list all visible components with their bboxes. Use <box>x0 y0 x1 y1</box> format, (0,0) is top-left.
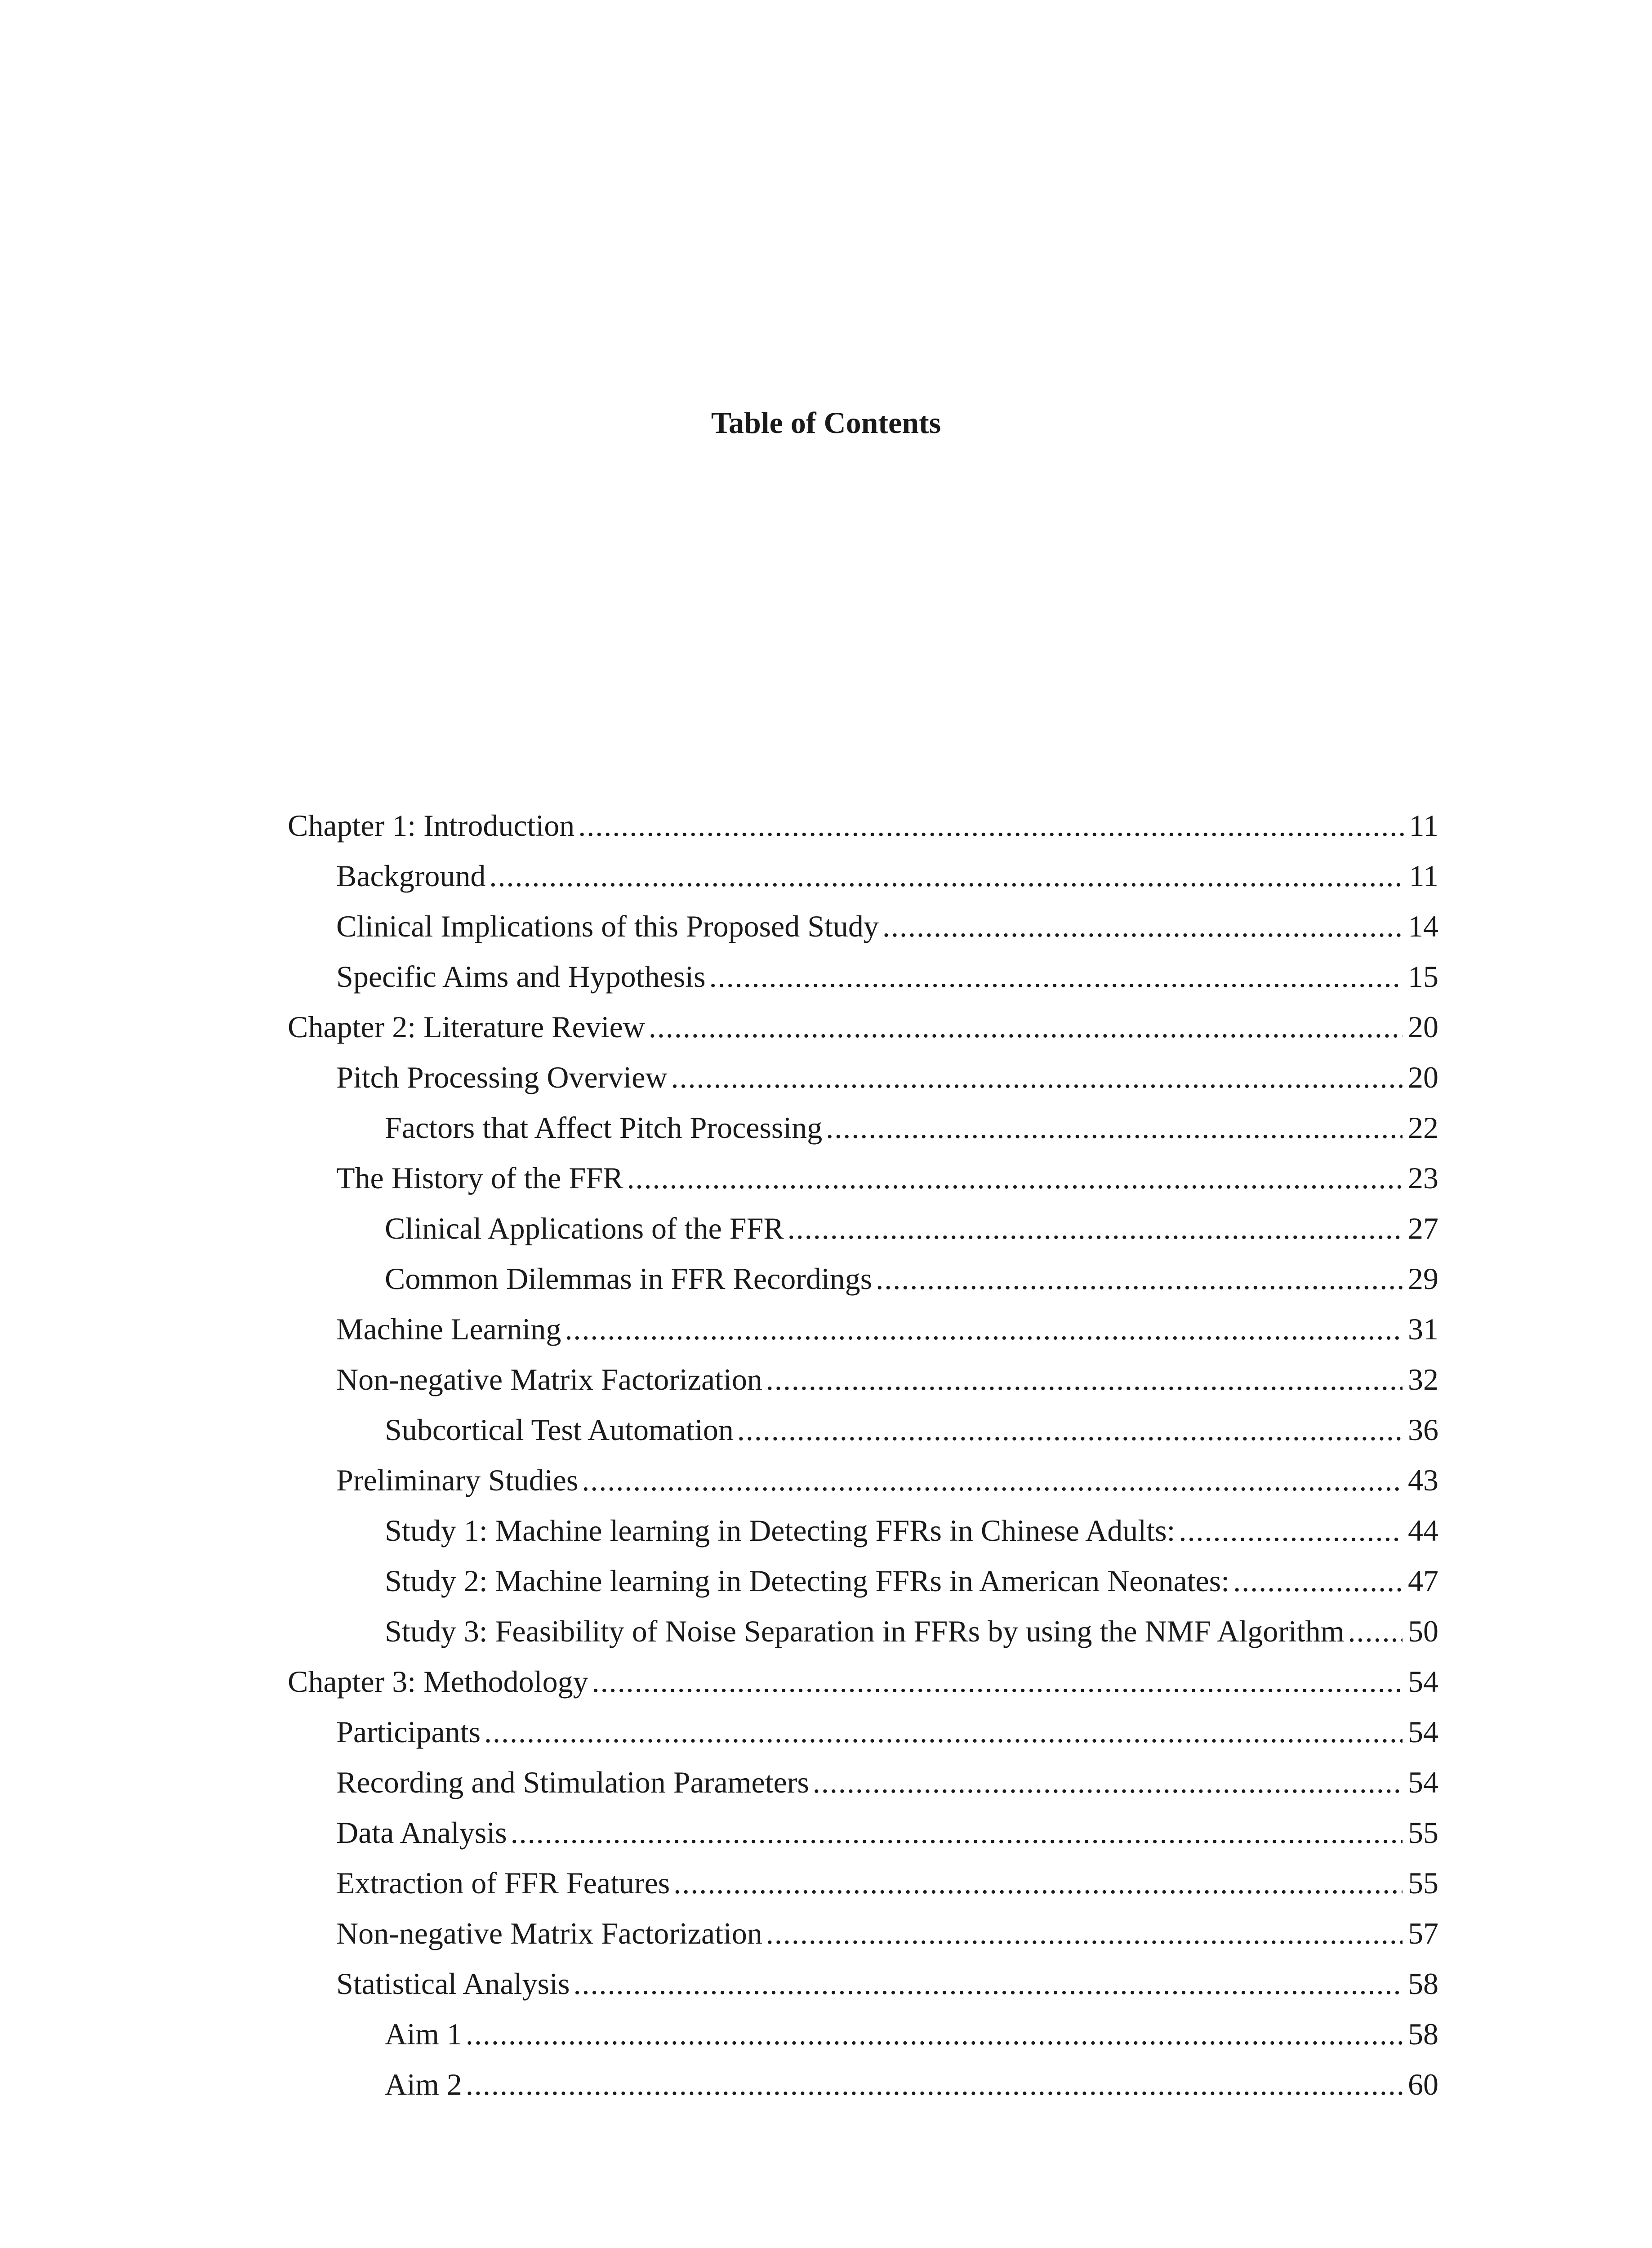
toc-dot-leader <box>592 1656 1403 1707</box>
toc-entry-page-number: 20 <box>1408 1060 1438 1094</box>
toc-dot-leader <box>1348 1606 1403 1656</box>
toc-entry-label: Subcortical Test Automation <box>385 1413 734 1447</box>
toc-entry-page-number: 60 <box>1408 2067 1438 2101</box>
toc-entry-label: Clinical Applications of the FFR <box>385 1211 784 1245</box>
toc-entry[interactable] <box>288 1556 1438 1606</box>
toc-entry-page-number: 32 <box>1408 1362 1438 1396</box>
toc-entry-page-number: 58 <box>1408 1967 1438 2001</box>
toc-dot-leader <box>671 1052 1403 1102</box>
toc-entry-page-number: 23 <box>1408 1161 1438 1195</box>
toc-entry-page-number: 50 <box>1408 1614 1438 1648</box>
toc-dot-leader <box>882 901 1403 951</box>
toc-dot-leader <box>1179 1505 1403 1556</box>
toc-entry-label: Statistical Analysis <box>336 1967 570 2001</box>
toc-entry-label: Chapter 1: Introduction <box>288 808 575 843</box>
toc-entry-label: Aim 2 <box>385 2067 462 2101</box>
toc-dot-leader <box>578 800 1403 851</box>
toc-entry[interactable] <box>288 1354 1438 1405</box>
toc-entry[interactable] <box>288 1505 1438 1556</box>
toc-entry-label: Non-negative Matrix Factorization <box>336 1916 762 1950</box>
toc-entry-page-number: 14 <box>1408 909 1438 943</box>
toc-dot-leader <box>565 1304 1403 1354</box>
toc-entry[interactable] <box>288 2009 1438 2059</box>
toc-entry-label: Preliminary Studies <box>336 1463 579 1497</box>
toc-entry[interactable] <box>288 1203 1438 1253</box>
toc-dot-leader <box>1233 1556 1403 1606</box>
toc-entry[interactable] <box>288 1707 1438 1757</box>
toc-entry-label: Specific Aims and Hypothesis <box>336 959 706 994</box>
toc-entry[interactable] <box>288 2059 1438 2110</box>
toc-entry-page-number: 36 <box>1408 1413 1438 1447</box>
toc-entry[interactable] <box>288 901 1438 951</box>
toc-entry[interactable] <box>288 1858 1438 1908</box>
toc-entry-label: Chapter 2: Literature Review <box>288 1010 645 1044</box>
toc-entry-page-number: 55 <box>1408 1866 1438 1900</box>
toc-entry[interactable] <box>288 1253 1438 1304</box>
toc-entry-page-number: 31 <box>1408 1312 1438 1346</box>
toc-entry[interactable] <box>288 1455 1438 1505</box>
toc-entry-page-number: 54 <box>1408 1765 1438 1799</box>
toc-entry-label: Common Dilemmas in FFR Recordings <box>385 1262 873 1296</box>
toc-entry-page-number: 57 <box>1408 1916 1438 1950</box>
toc-entry-page-number: 43 <box>1408 1463 1438 1497</box>
toc-entry-label: Recording and Stimulation Parameters <box>336 1765 809 1799</box>
toc-entry-label: Clinical Implications of this Proposed Study <box>336 909 879 943</box>
toc-entry-page-number: 54 <box>1408 1715 1438 1749</box>
toc-entry[interactable] <box>288 851 1438 901</box>
toc-dot-leader <box>737 1405 1403 1455</box>
toc-entry-label: Pitch Processing Overview <box>336 1060 668 1094</box>
toc-entry[interactable] <box>288 1757 1438 1807</box>
toc-entry-page-number: 15 <box>1408 959 1438 994</box>
toc-entry-page-number: 29 <box>1408 1262 1438 1296</box>
toc-dot-leader <box>649 1002 1403 1052</box>
toc-entry[interactable] <box>288 800 1438 851</box>
toc-dot-leader <box>766 1908 1403 1958</box>
toc-entry[interactable] <box>288 1656 1438 1707</box>
toc-entry-page-number: 20 <box>1408 1010 1438 1044</box>
toc-entry-label: Non-negative Matrix Factorization <box>336 1362 762 1396</box>
page-title: Table of Contents <box>711 406 941 440</box>
toc-entry-page-number: 27 <box>1408 1211 1438 1245</box>
toc-dot-leader <box>766 1354 1403 1405</box>
toc-entry[interactable] <box>288 1405 1438 1455</box>
toc-entry-label: The History of the FFR <box>336 1161 623 1195</box>
toc-dot-leader <box>489 851 1403 901</box>
toc-entry[interactable] <box>288 1102 1438 1153</box>
toc-entry-page-number: 11 <box>1409 808 1438 843</box>
toc-dot-leader <box>582 1455 1403 1505</box>
toc-entry-page-number: 22 <box>1408 1111 1438 1145</box>
toc-dot-leader <box>813 1757 1403 1807</box>
toc-dot-leader <box>826 1102 1403 1153</box>
toc-entry-label: Chapter 3: Methodology <box>288 1664 588 1699</box>
toc-dot-leader <box>788 1203 1403 1253</box>
toc-entry-page-number: 47 <box>1408 1564 1438 1598</box>
toc-entry-label: Study 1: Machine learning in Detecting FFRs in Chinese Adults: <box>385 1513 1176 1548</box>
toc-entry[interactable] <box>288 1807 1438 1858</box>
toc-entry[interactable] <box>288 1908 1438 1958</box>
toc-entry-label: Aim 1 <box>385 2017 462 2051</box>
toc-dot-leader <box>876 1253 1403 1304</box>
toc-dot-leader <box>673 1858 1403 1908</box>
toc-dot-leader <box>466 2059 1403 2110</box>
toc-entry-label: Background <box>336 859 486 893</box>
toc-dot-leader <box>511 1807 1403 1858</box>
table-of-contents <box>288 800 1438 2110</box>
toc-entry-label: Factors that Affect Pitch Processing <box>385 1111 823 1145</box>
toc-entry[interactable] <box>288 1958 1438 2009</box>
toc-entry-page-number: 54 <box>1408 1664 1438 1699</box>
toc-entry-label: Data Analysis <box>336 1815 507 1850</box>
toc-entry[interactable] <box>288 1304 1438 1354</box>
toc-entry-page-number: 44 <box>1408 1513 1438 1548</box>
toc-dot-leader <box>484 1707 1403 1757</box>
toc-entry[interactable] <box>288 1052 1438 1102</box>
toc-entry-page-number: 58 <box>1408 2017 1438 2051</box>
toc-entry-page-number: 55 <box>1408 1815 1438 1850</box>
toc-dot-leader <box>466 2009 1403 2059</box>
toc-entry-label: Extraction of FFR Features <box>336 1866 670 1900</box>
toc-dot-leader <box>627 1153 1403 1203</box>
toc-dot-leader <box>573 1958 1403 2009</box>
toc-entry[interactable] <box>288 1606 1438 1656</box>
toc-entry[interactable] <box>288 951 1438 1002</box>
toc-entry-page-number: 11 <box>1409 859 1438 893</box>
toc-entry-label: Study 3: Feasibility of Noise Separation in FFRs by using the NMF Algorithm <box>385 1614 1345 1648</box>
toc-entry[interactable] <box>288 1002 1438 1052</box>
toc-entry-label: Participants <box>336 1715 481 1749</box>
toc-dot-leader <box>709 951 1403 1002</box>
toc-entry-label: Machine Learning <box>336 1312 561 1346</box>
toc-entry-label: Study 2: Machine learning in Detecting FFRs in American Neonates: <box>385 1564 1230 1598</box>
toc-entry[interactable] <box>288 1153 1438 1203</box>
